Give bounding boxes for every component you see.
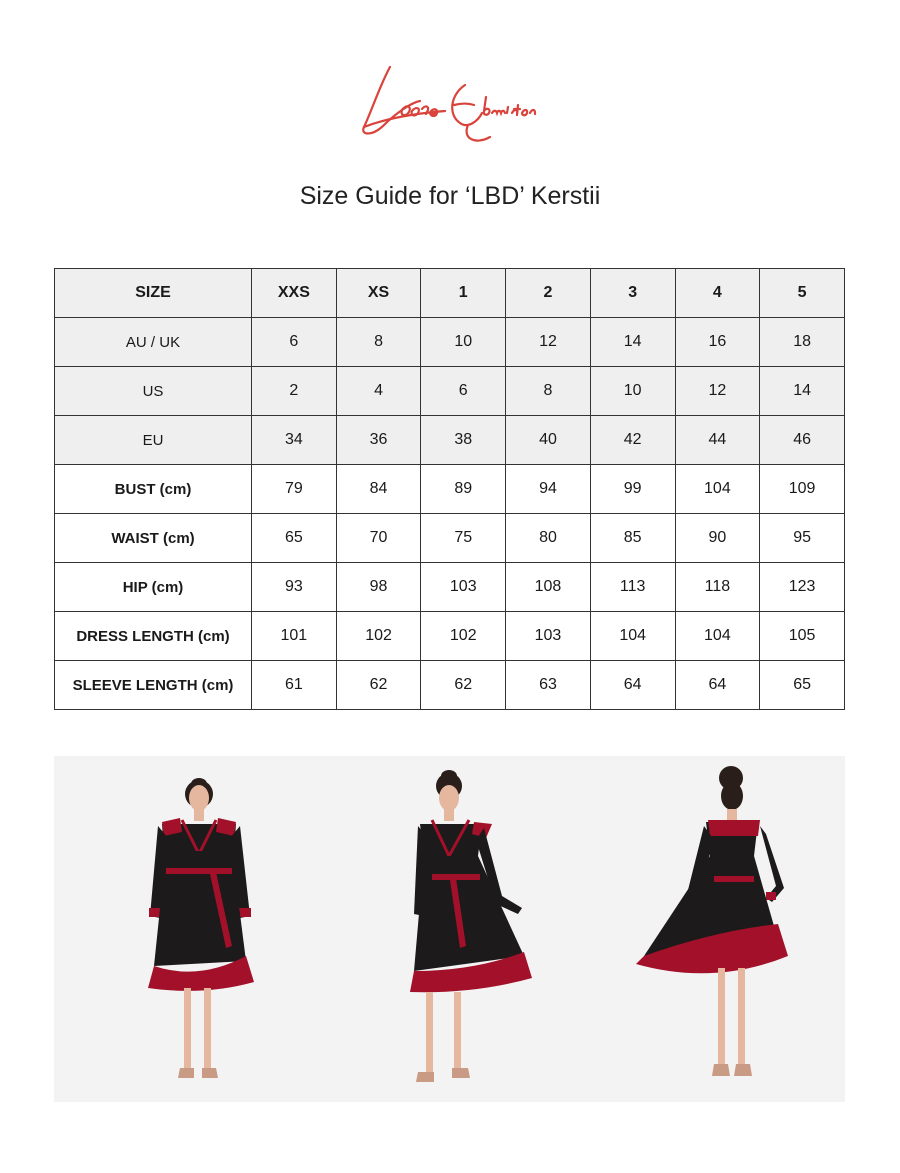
table-cell: 4 [336, 367, 421, 416]
table-cell: 10 [421, 318, 506, 367]
table-cell: 70 [336, 514, 421, 563]
table-row [55, 367, 845, 416]
table-cell: 44 [675, 416, 760, 465]
table-cell: 80 [506, 514, 591, 563]
table-cell: 2 [252, 367, 337, 416]
header-size-label: SIZE [55, 269, 252, 318]
header-size-5: 5 [760, 269, 845, 318]
table-cell: 84 [336, 465, 421, 514]
table-cell: 14 [760, 367, 845, 416]
table-cell: 8 [506, 367, 591, 416]
table-cell: 63 [506, 661, 591, 710]
header-size-xxs: XXS [252, 269, 337, 318]
brand-logo [350, 55, 550, 150]
table-cell: 94 [506, 465, 591, 514]
table-row [55, 416, 845, 465]
header-size-1: 1 [421, 269, 506, 318]
table-cell: 42 [590, 416, 675, 465]
size-guide-table [54, 268, 845, 710]
table-cell: 40 [506, 416, 591, 465]
table-cell: 103 [506, 612, 591, 661]
table-cell: 6 [421, 367, 506, 416]
table-cell: 62 [421, 661, 506, 710]
product-photo-angle [410, 770, 532, 1082]
table-cell: 8 [336, 318, 421, 367]
table-cell: 101 [252, 612, 337, 661]
table-cell: 123 [760, 563, 845, 612]
table-cell: 98 [336, 563, 421, 612]
table-cell: 118 [675, 563, 760, 612]
product-photo-strip [54, 756, 845, 1102]
table-cell: 99 [590, 465, 675, 514]
page-title: Size Guide for ‘LBD’ Kerstii [299, 182, 601, 210]
row-label: HIP (cm) [55, 563, 252, 612]
table-row [55, 661, 845, 710]
table-cell: 104 [590, 612, 675, 661]
brand-logo-signature [350, 55, 550, 150]
table-cell: 34 [252, 416, 337, 465]
table-cell: 64 [675, 661, 760, 710]
table-cell: 79 [252, 465, 337, 514]
row-label: EU [55, 416, 252, 465]
table-cell: 113 [590, 563, 675, 612]
row-label: AU / UK [55, 318, 252, 367]
header-size-4: 4 [675, 269, 760, 318]
header-size-3: 3 [590, 269, 675, 318]
header-size-xs: XS [336, 269, 421, 318]
table-cell: 12 [506, 318, 591, 367]
table-cell: 102 [421, 612, 506, 661]
table-cell: 103 [421, 563, 506, 612]
row-label: SLEEVE LENGTH (cm) [55, 661, 252, 710]
table-cell: 62 [336, 661, 421, 710]
table-cell: 104 [675, 465, 760, 514]
product-photo-back [636, 766, 788, 1076]
table-cell: 61 [252, 661, 337, 710]
table-cell: 85 [590, 514, 675, 563]
table-cell: 109 [760, 465, 845, 514]
table-cell: 75 [421, 514, 506, 563]
row-label: BUST (cm) [55, 465, 252, 514]
table-row [55, 514, 845, 563]
table-row [55, 465, 845, 514]
table-cell: 90 [675, 514, 760, 563]
table-cell: 12 [675, 367, 760, 416]
table-cell: 38 [421, 416, 506, 465]
table-cell: 46 [760, 416, 845, 465]
table-cell: 95 [760, 514, 845, 563]
table-cell: 108 [506, 563, 591, 612]
product-photo-front [148, 778, 254, 1078]
table-row [55, 612, 845, 661]
header-size-2: 2 [506, 269, 591, 318]
table-cell: 14 [590, 318, 675, 367]
table-header-row [55, 269, 845, 318]
table-cell: 89 [421, 465, 506, 514]
row-label: US [55, 367, 252, 416]
table-cell: 105 [760, 612, 845, 661]
table-row [55, 563, 845, 612]
table-cell: 36 [336, 416, 421, 465]
table-cell: 65 [252, 514, 337, 563]
table-cell: 6 [252, 318, 337, 367]
table-cell: 65 [760, 661, 845, 710]
table-row [55, 318, 845, 367]
table-cell: 104 [675, 612, 760, 661]
table-cell: 102 [336, 612, 421, 661]
table-cell: 64 [590, 661, 675, 710]
table-cell: 93 [252, 563, 337, 612]
row-label: DRESS LENGTH (cm) [55, 612, 252, 661]
table-cell: 16 [675, 318, 760, 367]
table-cell: 18 [760, 318, 845, 367]
table-cell: 10 [590, 367, 675, 416]
row-label: WAIST (cm) [55, 514, 252, 563]
product-photos [54, 756, 845, 1102]
